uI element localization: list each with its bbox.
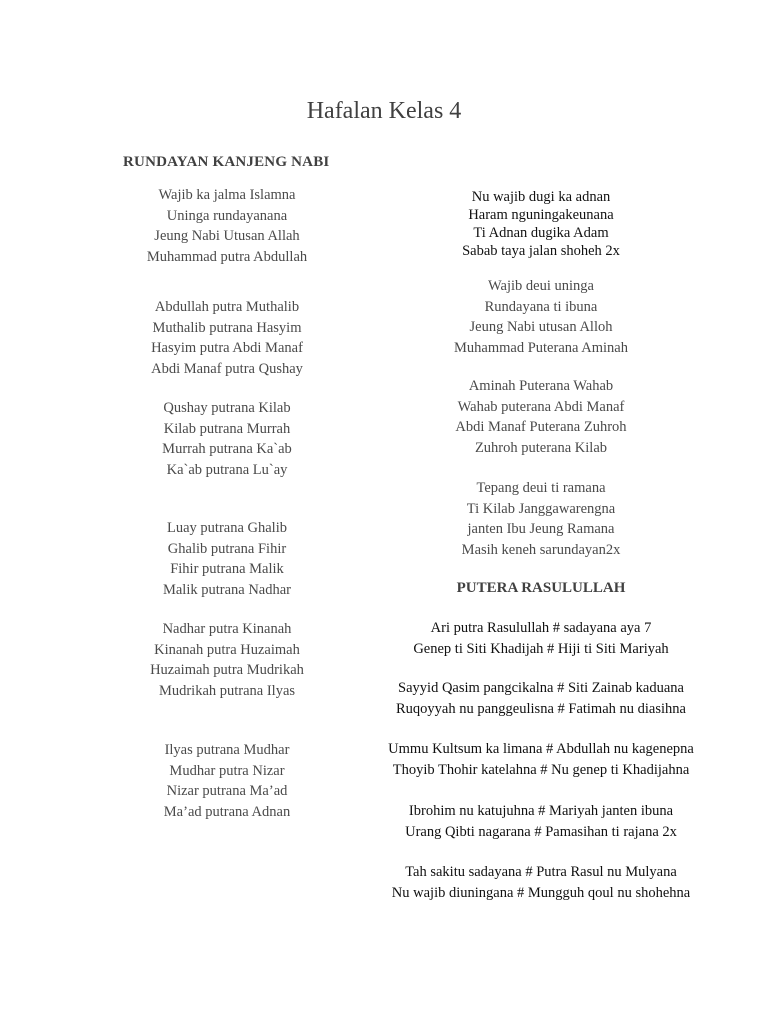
verse-line: Wajib ka jalma Islamna <box>158 187 296 203</box>
document-title: Hafalan Kelas 4 <box>306 98 462 124</box>
verse-line: Abdi Manaf putra Qushay <box>151 360 303 377</box>
verse-line: Malik putrana Nadhar <box>162 581 292 598</box>
verse-line: janten Ibu Jeung Ramana <box>467 521 615 537</box>
verse-stanza <box>370 862 712 903</box>
verse-line: Aminah Puterana Wahab <box>468 378 614 394</box>
verse-line: Nizar putrana Ma’ad <box>166 783 288 799</box>
verse-stanza <box>370 801 712 842</box>
verse-line: Muthalib putrana Hasyim <box>152 319 302 336</box>
verse-stanza <box>370 188 712 260</box>
section-heading-text: PUTERA RASULULLAH <box>456 580 626 596</box>
verse-line: Nu wajib diuningana # Mungguh qoul nu shohehna <box>391 884 691 901</box>
verse-line: Abdi Manaf Puterana Zuhroh <box>455 419 627 435</box>
verse-line: Sayyid Qasim pangcikalna # Siti Zainab kaduana <box>398 680 684 696</box>
verse-stanza <box>370 678 712 719</box>
verse-line: Zuhroh puterana Kilab <box>474 439 608 456</box>
verse-line: Fihir putrana Malik <box>170 561 284 577</box>
verse-line: Luay putrana Ghalib <box>167 520 287 536</box>
verse-line: Mudhar putra Nizar <box>169 762 285 779</box>
verse-stanza <box>96 619 358 701</box>
verse-stanza <box>96 297 358 379</box>
verse-stanza <box>96 740 358 822</box>
verse-line: Qushay putrana Kilab <box>163 400 291 416</box>
verse-line: Muhammad Puterana Aminah <box>454 339 628 356</box>
verse-line: Masih keneh sarundayan2x <box>461 541 621 558</box>
verse-line: Muhammad putra Abdullah <box>146 248 308 265</box>
verse-stanza <box>96 185 358 267</box>
verse-stanza <box>370 478 712 560</box>
verse-line: Ghalib putrana Fihir <box>167 540 287 557</box>
verse-line: Ma’ad putrana Adnan <box>163 803 291 820</box>
verse-line: Wajib deui uninga <box>488 278 594 294</box>
verse-line: Haram nguningakeunana <box>468 207 614 223</box>
verse-line: Abdullah putra Muthalib <box>154 299 300 315</box>
verse-stanza <box>370 618 712 659</box>
verse-line: Jeung Nabi Utusan Allah <box>154 228 300 244</box>
verse-line: Kinanah putra Huzaimah <box>154 641 300 658</box>
verse-line: Mudrikah putrana Ilyas <box>158 682 296 699</box>
section-heading-rundayan: RUNDAYAN KANJENG NABI <box>123 154 330 170</box>
verse-line: Sabab taya jalan shoheh 2x <box>462 243 620 259</box>
verse-line: Jeung Nabi utusan Alloh <box>469 319 613 335</box>
verse-line: Huzaimah putra Mudrikah <box>150 662 304 678</box>
verse-line: Hasyim putra Abdi Manaf <box>151 340 303 356</box>
verse-line: Ummu Kultsum ka limana # Abdullah nu kagenepna <box>388 741 694 757</box>
verse-line: Rundayana ti ibuna <box>484 298 598 315</box>
section-heading-putera <box>370 578 712 599</box>
verse-line: Ti Kilab Janggawarengna <box>466 500 616 517</box>
verse-line: Kilab putrana Murrah <box>163 420 291 437</box>
verse-line: Urang Qibti nagarana # Pamasihan ti rajana 2x <box>405 823 677 840</box>
verse-line: Ilyas putrana Mudhar <box>164 742 290 758</box>
verse-line: Ti Adnan dugika Adam <box>473 225 609 241</box>
verse-line: Wahab puterana Abdi Manaf <box>457 398 625 415</box>
verse-stanza <box>370 276 712 358</box>
verse-line: Thoyib Thohir katelahna # Nu genep ti Khadijahna <box>392 761 690 778</box>
verse-stanza <box>96 518 358 600</box>
verse-line: Ka`ab putrana Lu`ay <box>166 461 288 478</box>
verse-line: Genep ti Siti Khadijah # Hiji ti Siti Mariyah <box>413 640 669 657</box>
verse-line: Uninga rundayanana <box>166 207 288 224</box>
verse-line: Ari putra Rasulullah # sadayana aya 7 <box>430 620 652 636</box>
verse-line: Murrah putrana Ka`ab <box>162 441 292 457</box>
verse-line: Ibrohim nu katujuhna # Mariyah janten ibuna <box>408 803 674 819</box>
verse-line: Nadhar putra Kinanah <box>162 621 292 637</box>
right-column <box>370 188 712 908</box>
verse-line: Nu wajib dugi ka adnan <box>471 189 611 205</box>
verse-stanza <box>370 739 712 780</box>
verse-stanza <box>370 376 712 458</box>
verse-line: Tepang deui ti ramana <box>476 480 606 496</box>
left-column <box>96 185 358 825</box>
verse-line: Tah sakitu sadayana # Putra Rasul nu Mulyana <box>405 864 677 880</box>
verse-line: Ruqoyyah nu panggeulisna # Fatimah nu diasihna <box>396 700 686 717</box>
verse-stanza <box>96 398 358 480</box>
